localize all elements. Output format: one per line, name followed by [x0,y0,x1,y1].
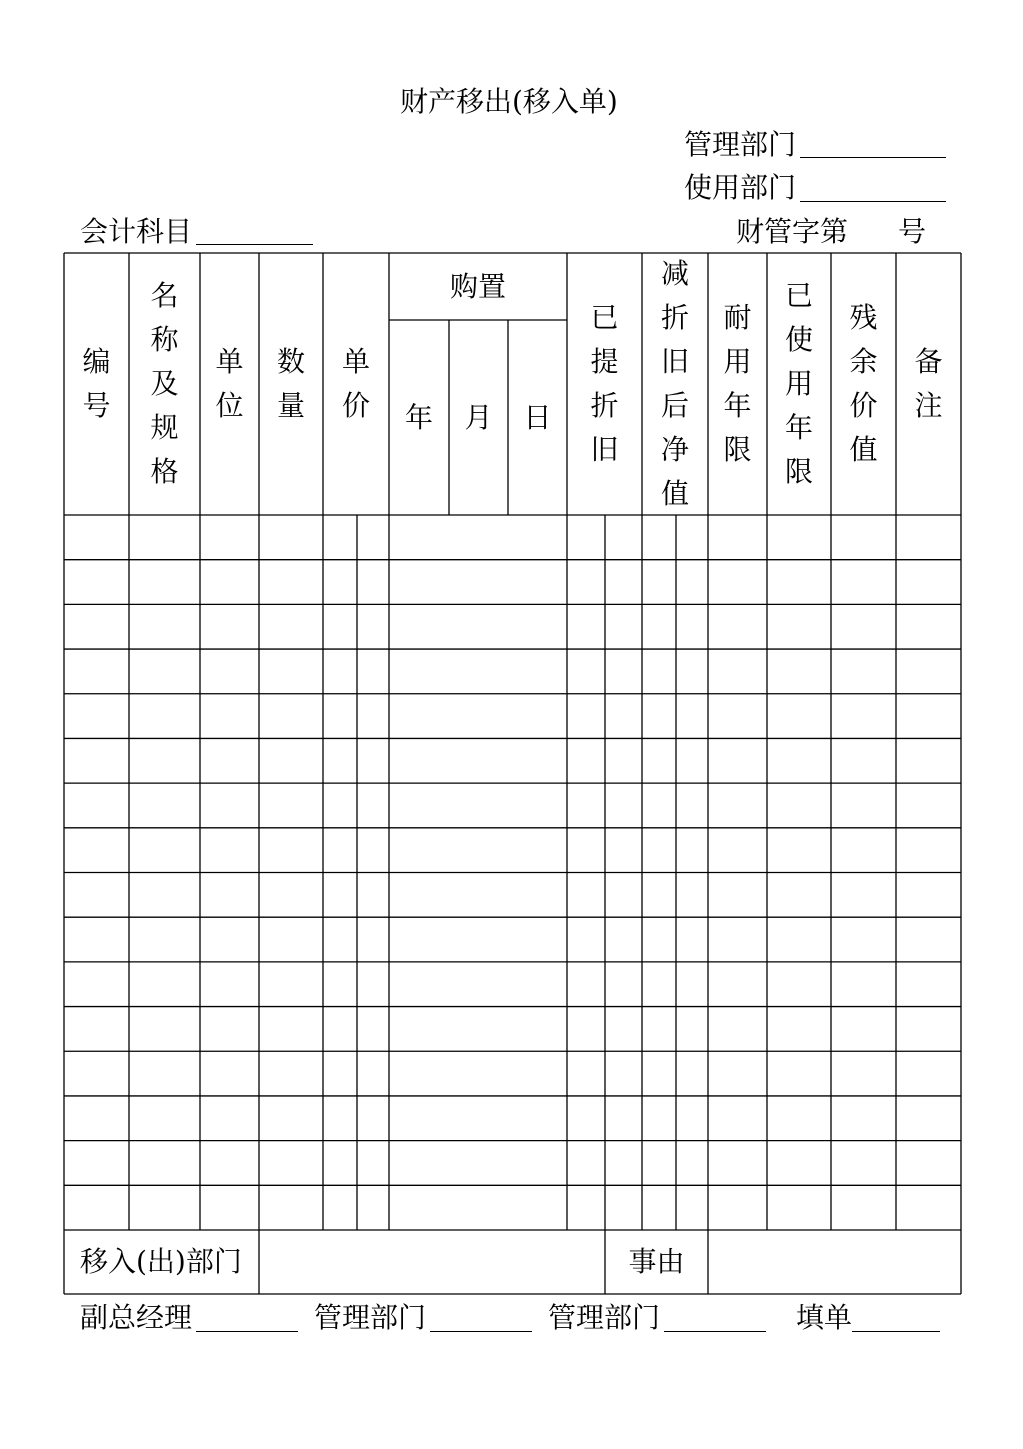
account-label: 会计科目 [80,215,193,248]
col-header-used: 已 使 用 年 限 [784,279,813,488]
col-header-remark: 备 注 [914,345,943,422]
filler-label: 填单 [796,1301,853,1334]
doc-no-suffix: 号 [898,215,927,248]
col-header-price: 单 价 [341,345,370,422]
col-header-unit: 单 位 [215,345,244,422]
mgmt1-field[interactable] [430,1331,532,1332]
dept-in-out-field[interactable] [259,1230,605,1294]
col-header-qty: 数 量 [276,345,305,422]
col-header-net: 减 折 旧 后 净 值 [660,257,689,510]
col-header-day: 日 [523,400,552,434]
mgmt2-label: 管理部门 [548,1301,661,1334]
form-title: 财产移出(移入单) [400,85,618,118]
col-header-depr: 已 提 折 旧 [590,301,619,466]
mgmt1-label: 管理部门 [314,1301,427,1334]
filler-field[interactable] [852,1331,940,1332]
use-dept-label: 使用部门 [684,171,797,204]
mgmt2-field[interactable] [664,1331,766,1332]
col-header-no: 编 号 [82,345,111,422]
reason-label: 事由 [628,1245,685,1278]
col-header-purchase: 购置 [449,269,506,303]
col-header-life: 耐 用 年 限 [723,301,752,466]
vp-field[interactable] [196,1331,298,1332]
mgmt-dept-label: 管理部门 [684,128,797,161]
reason-field[interactable] [708,1230,961,1294]
col-header-name: 名 称 及 规 格 [150,279,179,488]
col-header-residual: 残 余 价 值 [849,301,878,466]
col-header-month: 月 [464,400,493,434]
col-header-year: 年 [404,400,433,434]
vp-label: 副总经理 [80,1301,193,1334]
dept-in-out-label: 移入(出)部门 [80,1245,242,1278]
doc-no-prefix: 财管字第 [736,215,849,248]
